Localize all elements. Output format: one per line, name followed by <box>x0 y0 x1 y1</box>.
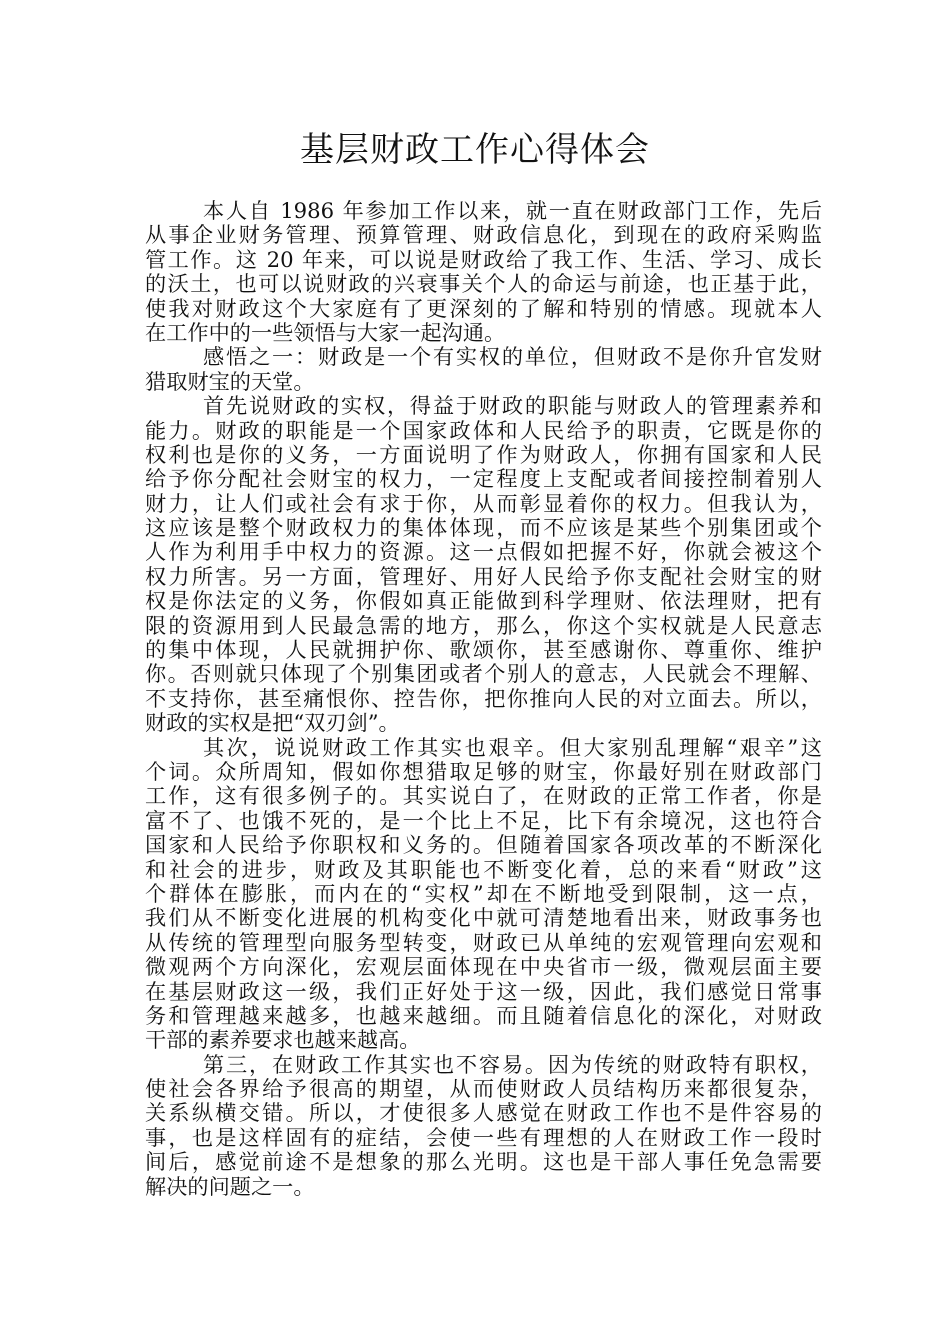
text-line: 其次，说说财政工作其实也艰辛。但大家别乱理解“艰辛”这 <box>203 735 822 760</box>
text-line: 事，也是这样固有的症结，会使一些有理想的人在财政工作一段时 <box>145 1125 822 1150</box>
text-line: 我们从不断变化进展的机构变化中就可清楚地看出来，财政事务也 <box>145 906 822 931</box>
text-line: 和社会的进步，财政及其职能也不断变化着，总的来看“财政”这 <box>145 857 822 882</box>
text-line: 间后，感觉前途不是想象的那么光明。这也是干部人事任免急需要 <box>145 1150 822 1175</box>
text-line: 感悟之一：财政是一个有实权的单位，但财政不是你升官发财 <box>203 345 822 370</box>
text-line: 本人自 1986 年参加工作以来，就一直在财政部门工作，先后 <box>203 199 822 223</box>
text-line: 个群体在膨胀，而内在的“实权”却在不断地受到限制，这一点， <box>145 881 822 906</box>
text-line: 个词。众所周知，假如你想猎取足够的财宝，你最好别在财政部门 <box>145 759 822 784</box>
text-line: 这应该是整个财政权力的集体体现，而不应该是某些个别集团或个 <box>145 516 822 541</box>
text-line: 权是你法定的义务，你假如真正能做到科学理财、依法理财，把有 <box>145 589 822 614</box>
text-line: 在基层财政这一级，我们正好处于这一级，因此，我们感觉日常事 <box>145 979 822 1004</box>
text-line: 第三，在财政工作其实也不容易。因为传统的财政特有职权， <box>203 1052 822 1077</box>
text-line: 关系纵横交错。所以，才使很多人感觉在财政工作也不是件容易的 <box>145 1101 822 1126</box>
text-line: 解决的问题之一。 <box>145 1174 315 1199</box>
text-line: 在工作中的一些领悟与大家一起沟通。 <box>145 320 506 345</box>
text-line: 从传统的管理型向服务型转变，财政已从单纯的宏观管理向宏观和 <box>145 930 822 955</box>
text-line: 权力所害。另一方面，管理好、用好人民给予你支配社会财宝的财 <box>145 564 822 589</box>
text-line: 财政的实权是把“双刃剑”。 <box>145 711 400 736</box>
text-line: 富不了、也饿不死的，是一个比上不足，比下有余境况，这也符合 <box>145 808 822 833</box>
text-line: 使社会各界给予很高的期望，从而使财政人员结构历来都很复杂， <box>145 1077 822 1102</box>
text-line: 国家和人民给予你职权和义务的。但随着国家各项改革的不断深化 <box>145 833 822 858</box>
text-line: 从事企业财务管理、预算管理、财政信息化，到现在的政府采购监 <box>145 223 822 248</box>
text-line: 管工作。这 20 年来，可以说是财政给了我工作、生活、学习、成长 <box>145 247 822 272</box>
text-line: 限的资源用到人民最急需的地方，那么，你这个实权就是人民意志 <box>145 613 822 638</box>
text-line: 务和管理越来越多，也越来越细。而且随着信息化的深化，对财政 <box>145 1003 822 1028</box>
text-line: 权利也是你的义务，一方面说明了作为财政人，你拥有国家和人民 <box>145 442 822 467</box>
text-line: 工作，这有很多例子的。其实说白了，在财政的正常工作者，你是 <box>145 784 822 809</box>
text-line: 你。否则就只体现了个别集团或者个别人的意志，人民就会不理解、 <box>145 662 822 687</box>
text-line: 能力。财政的职能是一个国家政体和人民给予的职责，它既是你的 <box>145 418 822 443</box>
text-line: 的集中体现，人民就拥护你、歌颂你，甚至感谢你、尊重你、维护 <box>145 638 822 663</box>
text-line: 猎取财宝的天堂。 <box>145 369 315 394</box>
text-line: 干部的素养要求也越来越高。 <box>145 1028 421 1053</box>
text-line: 的沃土，也可以说财政的兴衰事关个人的命运与前途，也正基于此， <box>145 272 822 297</box>
document-body <box>145 199 822 1199</box>
document-title: 基层财政工作心得体会 <box>300 130 650 170</box>
text-line: 微观两个方向深化，宏观层面体现在中央省市一级，微观层面主要 <box>145 955 822 980</box>
text-line: 首先说财政的实权，得益于财政的职能与财政人的管理素养和 <box>203 394 822 419</box>
text-line: 人作为利用手中权力的资源。这一点假如把握不好，你就会被这个 <box>145 540 822 565</box>
text-line: 财力，让人们或社会有求于你，从而彰显着你的权力。但我认为， <box>145 491 822 516</box>
text-line: 不支持你，甚至痛恨你、控告你，把你推向人民的对立面去。所以， <box>145 686 822 711</box>
text-line: 给予你分配社会财宝的权力，一定程度上支配或者间接控制着别人 <box>145 467 822 492</box>
text-line: 使我对财政这个大家庭有了更深刻的了解和特别的情感。现就本人 <box>145 296 822 321</box>
